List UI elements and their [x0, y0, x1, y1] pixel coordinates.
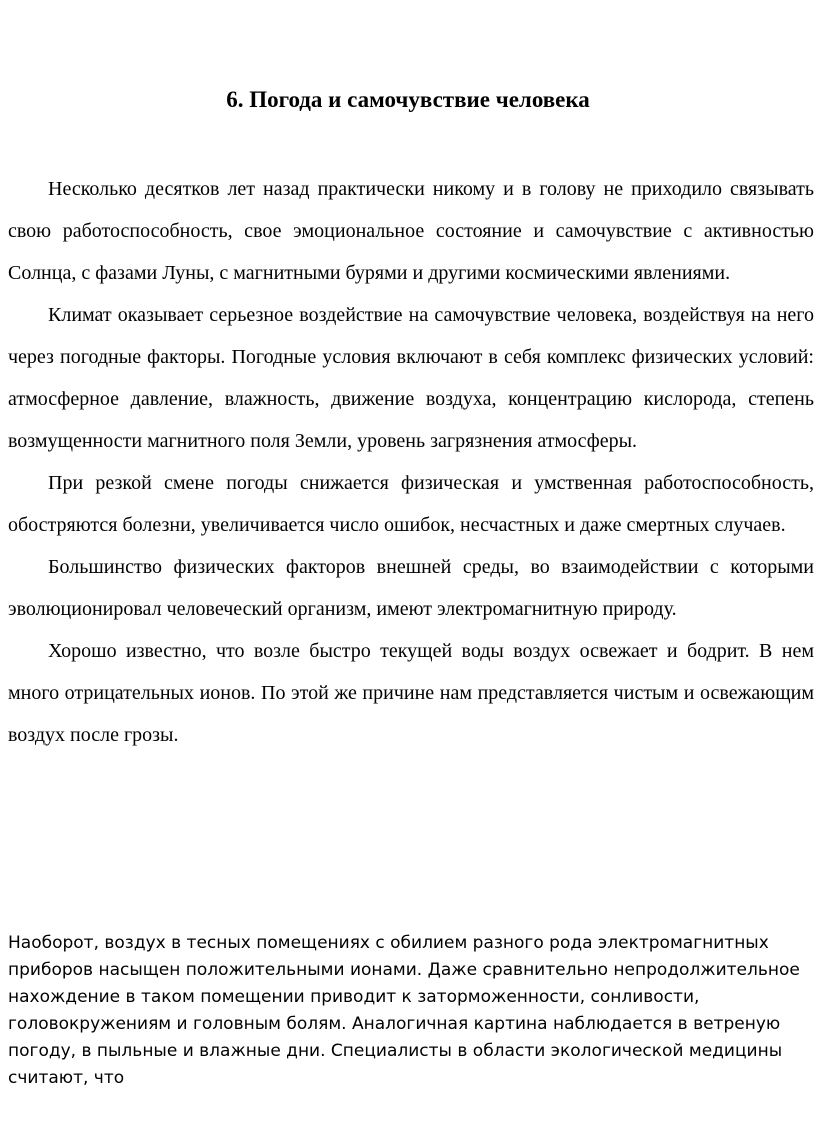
paragraph: Несколько десятков лет назад практически никому и в голову не приходило связывать свою работоспособность, свое эмоциональное состояние и самочувствие с активностью Солнца, с фазами Луны, с магнитными бурями и другими космическими явлениями.: [8, 178, 814, 284]
page-title: 6. Погода и самочувствие человека: [226, 87, 590, 112]
document-body: [8, 168, 814, 756]
paragraph: Большинство физических факторов внешней среды, во взаимодействии с которыми эволюционировал человеческий организм, имеют электромагнитную природу.: [8, 556, 814, 620]
paragraph: Хорошо известно, что возле быстро текущей воды воздух освежает и бодрит. В нем много отрицательных ионов. По этой же причине нам представляется чистым и освежающим воздух после грозы.: [8, 640, 814, 746]
tail-paragraph: Наоборот, воздух в тесных помещениях с обилием разного рода электромагнитных приборов насыщен положительными ионами. Даже сравнительно непродолжительное нахождение в таком помещении приводит к заторможенности, сонливости, головокружениям и головным болям. Аналогичная картина наблюдается в ветреную погоду, в пыльные и влажные дни. Специалисты в области экологической медицины считают, что: [8, 933, 800, 1088]
paragraph: Климат оказывает серьезное воздействие на самочувствие человека, воздействуя на него через погодные факторы. Погодные условия включают в себя комплекс физических условий: атмосферное давление, влажность, движение воздуха, концентрацию кислорода, степень возмущенности магнитного поля Земли, уровень загрязнения атмосферы.: [8, 304, 814, 452]
document-tail: [8, 930, 814, 1092]
paragraph: При резкой смене погоды снижается физическая и умственная работоспособность, обостряются болезни, увеличивается число ошибок, несчастных и даже смертных случаев.: [8, 472, 814, 536]
